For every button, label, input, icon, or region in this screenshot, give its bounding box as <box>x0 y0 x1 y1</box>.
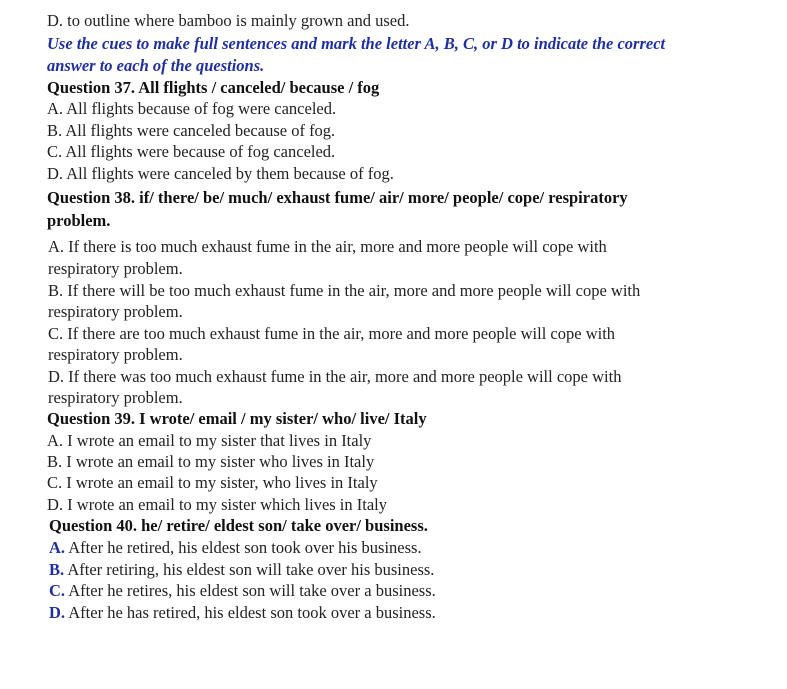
question-38-option-b-line-2: respiratory problem. <box>48 302 183 321</box>
instruction-line-1: Use the cues to make full sentences and mark the letter A, B, C, or D to indicate the correct <box>47 34 666 53</box>
question-38-option-d-line-1: D. If there was too much exhaust fume in the air, more and more people will cope with <box>48 367 622 386</box>
question-39-option-a: A. I wrote an email to my sister that lives in Italy <box>47 431 372 450</box>
question-38-option-a-line-2: respiratory problem. <box>48 259 183 278</box>
question-40-option-d <box>49 603 436 623</box>
question-37-option-a: A. All flights because of fog were canceled. <box>47 99 337 118</box>
option-letter: D. <box>49 603 66 622</box>
question-39-title: Question 39. I wrote/ email / my sister/ who/ live/ Italy <box>47 409 427 428</box>
instruction-line-2: answer to each of the questions. <box>47 56 265 75</box>
question-39-option-b: B. I wrote an email to my sister who lives in Italy <box>47 452 375 471</box>
question-38-option-a-line-1: A. If there is too much exhaust fume in the air, more and more people will cope with <box>48 237 607 256</box>
question-38-title-line-1: Question 38. if/ there/ be/ much/ exhaust fume/ air/ more/ people/ cope/ respiratory <box>47 188 628 207</box>
option-text: After he retired, his eldest son took over his business. <box>65 538 422 557</box>
option-letter: B. <box>49 560 65 579</box>
option-letter: C. <box>49 581 66 600</box>
intro-option-d: D. to outline where bamboo is mainly grown and used. <box>47 11 410 30</box>
option-text: After he has retired, his eldest son took over a business. <box>65 603 436 622</box>
question-38-option-c-line-1: C. If there are too much exhaust fume in the air, more and more people will cope with <box>48 324 616 343</box>
question-37-title: Question 37. All flights / canceled/ because / fog <box>47 78 380 97</box>
question-37-option-c: C. All flights were because of fog canceled. <box>47 142 336 161</box>
question-39-option-c: C. I wrote an email to my sister, who lives in Italy <box>47 473 378 492</box>
question-40-title: Question 40. he/ retire/ eldest son/ take over/ business. <box>49 516 428 535</box>
question-40-option-a <box>49 538 422 558</box>
question-40-option-b <box>49 560 434 580</box>
question-40-option-c <box>49 581 436 601</box>
option-text: After retiring, his eldest son will take over his business. <box>64 560 435 579</box>
question-38-option-b-line-1: B. If there will be too much exhaust fume in the air, more and more people will cope with <box>48 281 641 300</box>
question-38-title-line-2: problem. <box>47 211 111 230</box>
question-38-option-d-line-2: respiratory problem. <box>48 388 183 407</box>
option-text: After he retires, his eldest son will take over a business. <box>65 581 436 600</box>
question-37-option-b: B. All flights were canceled because of fog. <box>47 121 336 140</box>
question-37-option-d: D. All flights were canceled by them because of fog. <box>47 164 394 183</box>
question-38-option-c-line-2: respiratory problem. <box>48 345 183 364</box>
option-letter: A. <box>49 538 66 557</box>
question-39-option-d: D. I wrote an email to my sister which lives in Italy <box>47 495 388 514</box>
